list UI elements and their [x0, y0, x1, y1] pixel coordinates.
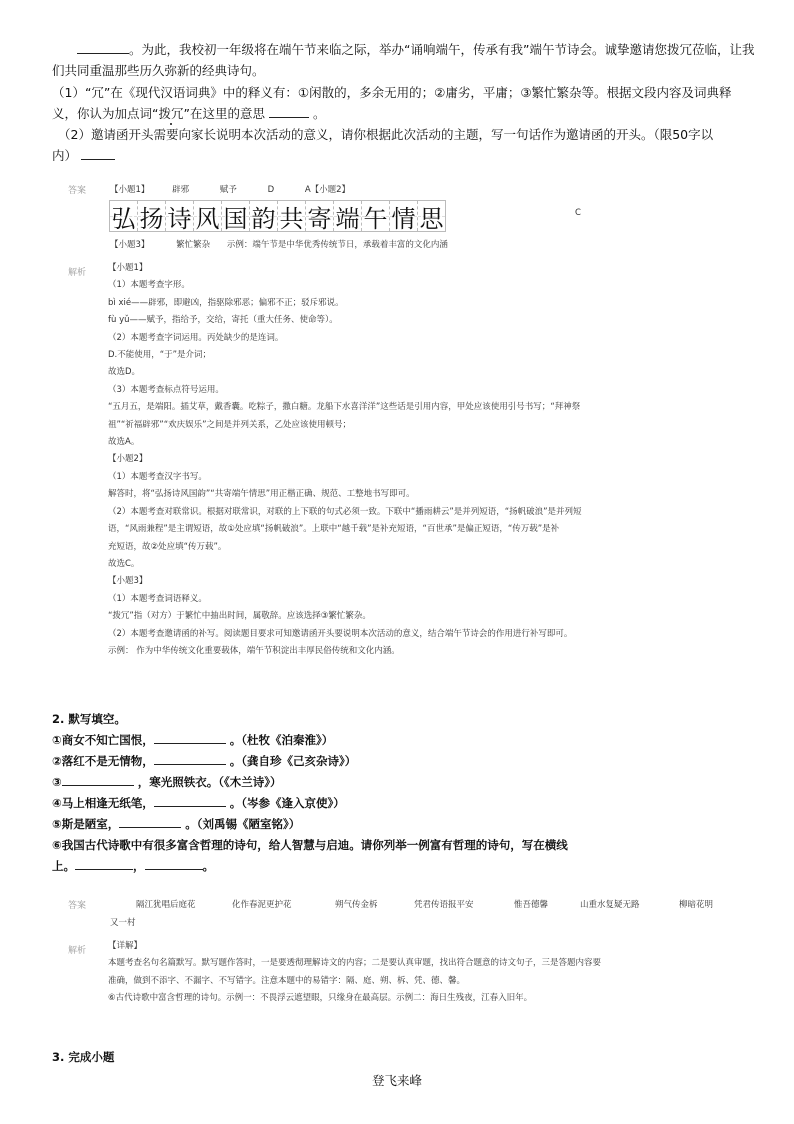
- answer-item-tail: 又一村: [110, 918, 136, 928]
- answer-item: 凭君传语报平安: [414, 900, 474, 910]
- answer-blank: [81, 147, 115, 160]
- answer-item: 朔气传金柝: [335, 900, 378, 910]
- answer-blank: [62, 773, 134, 786]
- grid-cell: 诗: [166, 201, 194, 231]
- answer-label: 答案: [68, 901, 87, 911]
- dotted-word: 拨冗: [158, 106, 184, 121]
- question-line-2: 们共同重温那些历久弥新的经典诗句。: [52, 63, 265, 78]
- poem-title: 登飞来峰: [371, 1073, 422, 1088]
- answer-item: 山重水复疑无路: [580, 900, 640, 910]
- sub-question-1a: （1）“冗”在《现代汉语词典》中的释义有：①闲散的，多余无用的；②庸劣，平庸；③繁忙繁杂等。根据文段内容及词典释: [52, 85, 732, 100]
- question-2-title: 2. 默写填空。: [52, 712, 126, 726]
- grid-cell: 弘: [110, 201, 138, 231]
- sub-question-2b: 内）: [52, 146, 115, 166]
- answer-blank: [145, 857, 203, 870]
- grid-cell: 寄: [306, 201, 334, 231]
- sub-question-2a: （2）邀请函开头需要向家长说明本次活动的意义，请你根据此次活动的主题，写一句话作为邀请函的开头。（限50字以: [58, 127, 714, 142]
- answer-row-3: 【小题3】 繁忙繁杂 示例：端午节是中华优秀传统节日，承载着丰富的文化内涵: [110, 240, 448, 250]
- grid-cell: 共: [278, 201, 306, 231]
- answer-item: 惟吾德馨: [514, 900, 549, 910]
- answer-blank: [75, 857, 133, 870]
- grid-cell: 扬: [138, 201, 166, 231]
- question-2: 2. 默写填空。 ①商女不知亡国恨， 。（杜牧《泊秦淮》） ②落红不是无情物， 。（龚自珍《己亥杂诗》） ③ ，寒光照铁衣。（《木兰诗》） ④马上相逢无纸笔， 。（岑参《逢入京使》） ⑤斯是陋室， 。（刘禹锡《陋室铭》） ⑥我国古代诗歌中有很多富含哲理的诗句，给人智慧与启迪。请你列举一例富有哲理的诗句，写在横线 上。 ， 。: [52, 709, 568, 877]
- answer-label: 答案: [68, 186, 87, 196]
- answer-row-1: 【小题1】 辟邪 赋予 D A【小题2】: [110, 185, 351, 195]
- answer-item: 柳暗花明: [679, 900, 714, 910]
- grid-cell: 端: [334, 201, 362, 231]
- answer-blank: [269, 105, 309, 118]
- grid-cell: 思: [418, 201, 445, 231]
- answer-item: 隔江犹唱后庭花: [136, 900, 196, 910]
- answer-blank: [119, 815, 181, 828]
- answer-blank: [154, 752, 226, 765]
- sub-question-1b: 义，你认为加点词“拨冗”在这里的意思 。: [52, 106, 326, 121]
- analysis-body: 【小题1】 （1）本题考查字形。 bì xié——辟邪，即避凶，指驱除邪恶；偏邪不正；驳斥邪说。 fù yǔ——赋予，指给予，交给，寄托（重大任务、使命等）。 （2）本题考查字词运用。丙处缺少的是连词。 D.不能使用，“于”是介词； 故选D。 （3）本题考查标点符号运用。 “五月五，是端阳。插艾草，戴香囊。吃粽子，撒白糖。龙船下水喜洋洋”这些话是引用内容，甲处应该使用引号书写；“拜神祭 祖”“祈福辟邪”“欢庆娱乐”之间是并列关系，乙处应该使用顿号； 故选A。 【小题2】 （1）本题考查汉字书写。 解答时，将“弘扬诗风国韵”“共寄端午情思”用正楷正确、规范、工整地书写即可。 （2）本题考查对联常识。根据对联常识，对联的上下联的句式必须一致。下联中“播雨耕云”是并列短语，“扬帆破浪”是并列短 语，“风雨兼程”是主谓短语，故①处应填“扬帆破浪”。上联中“越千载”是补充短语，“百世承”是偏正短语，“传万载”是补 充短语，故②处应填“传万载”。 故选C。 【小题3】 （1）本题考查词语释义。 “拨冗”指（对方）于繁忙中抽出时间，属敬辞。应该选择③繁忙繁杂。 （2）本题考查邀请函的补写。阅读题目要求可知邀请函开头要说明本次活动的意义，结合端午节诗会的作用进行补写即可。 示例： 作为中华传统文化重要载体，端午节积淀出丰厚民俗传统和文化内涵。: [108, 263, 582, 656]
- question-3-title: 3. 完成小题: [52, 1050, 115, 1064]
- answer-c: C: [575, 208, 581, 218]
- grid-cell: 国: [222, 201, 250, 231]
- grid-cell: 午: [362, 201, 390, 231]
- analysis-label: 解析: [68, 946, 87, 956]
- grid-cell: 情: [390, 201, 418, 231]
- analysis-label: 解析: [68, 268, 87, 278]
- analysis-body-2: 【详解】 本题考查名句名篇默写。默写题作答时，一是要透彻理解诗文的内容；二是要认真审题，找出符合题意的诗文句子，三是答题内容要 准确，做到不添字、不漏字、不写错字。注意本题中的易错字：隔、庭、朔、柝、凭、德、馨。 ⑥古代诗歌中富含哲理的诗句。示例一：不畏浮云遮望眼，只缘身在最高层。示例二：海日生残夜，江春入旧年。: [108, 941, 602, 1004]
- grid-cell: 风: [194, 201, 222, 231]
- answer-item: 化作春泥更护花: [232, 900, 292, 910]
- calligraphy-grid: [109, 200, 446, 232]
- answer-blank: [154, 731, 226, 744]
- answer-blank: [77, 41, 129, 54]
- grid-cell: 韵: [250, 201, 278, 231]
- question-line-1: 。为此，我校初一年级将在端午节来临之际，举办“诵响端午，传承有我”端午节诗会。诚挚邀请您拨冗莅临，让我: [77, 40, 754, 60]
- answer-blank: [154, 794, 226, 807]
